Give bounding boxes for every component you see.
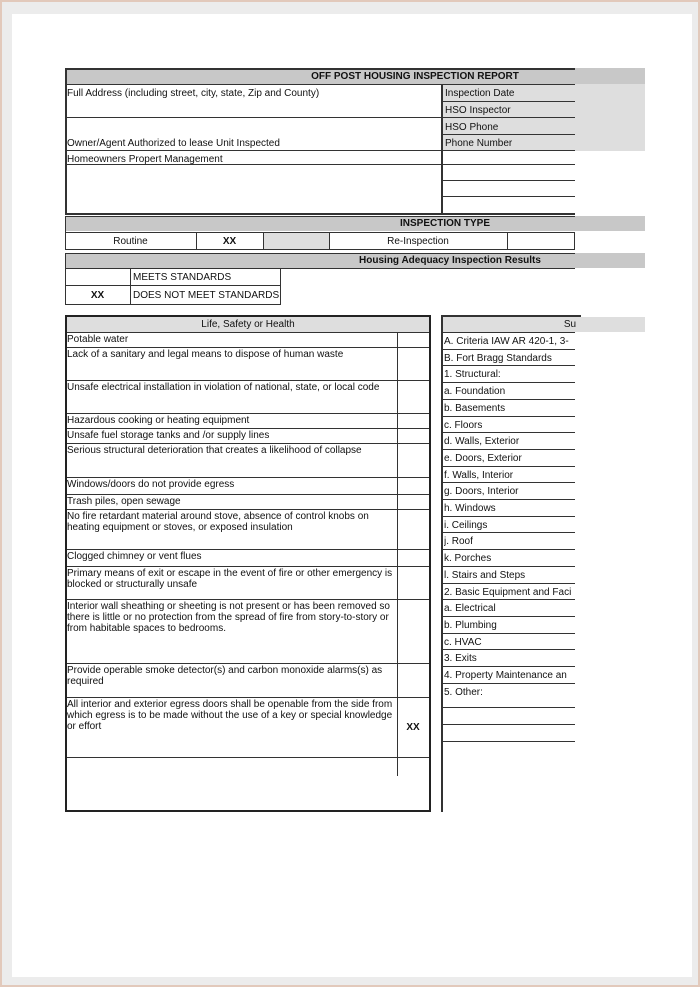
rule — [65, 232, 575, 233]
standards-item-text: d. Walls, Exterior — [444, 436, 520, 448]
standards-row — [443, 382, 575, 399]
life-safety-item-text: Clogged chimney or vent flues — [67, 551, 202, 562]
rule — [443, 180, 575, 181]
hso-phone-label: HSO Phone — [445, 122, 499, 133]
life-safety-row — [67, 413, 429, 428]
rule — [65, 150, 575, 151]
meets-standards-label: MEETS STANDARDS — [133, 272, 232, 283]
life-safety-item-text: Unsafe fuel storage tanks and /or supply lines — [67, 430, 270, 441]
standards-item-text: a. Foundation — [444, 386, 506, 398]
life-safety-row — [67, 443, 429, 477]
owner-value: Homeowners Propert Management — [67, 154, 223, 165]
hso-inspector-label: HSO Inspector — [445, 105, 511, 116]
rule — [397, 332, 398, 776]
life-safety-row — [67, 566, 429, 599]
rule — [507, 232, 508, 249]
standards-item-text: i. Ceilings — [444, 519, 488, 531]
life-safety-row — [67, 494, 429, 509]
rule — [65, 285, 280, 286]
inspection-date-label: Inspection Date — [445, 88, 515, 99]
life-safety-item-text: Serious structural deterioration that creates a likelihood of collapse — [67, 445, 362, 456]
does-not-meet-label: DOES NOT MEET STANDARDS — [133, 290, 280, 301]
standards-item-text: k. Porches — [444, 553, 492, 565]
rule — [65, 249, 575, 250]
standards-item-text: j. Roof — [444, 536, 473, 548]
results-header: Housing Adequacy Inspection Results — [359, 255, 541, 266]
rule — [443, 707, 575, 708]
standards-row — [443, 499, 575, 516]
standards-row — [443, 666, 575, 683]
phone-number-label: Phone Number — [445, 138, 513, 149]
standards-row — [443, 583, 575, 600]
rule — [130, 268, 131, 305]
life-safety-row — [67, 549, 429, 566]
standards-row — [443, 399, 575, 416]
life-safety-row — [67, 380, 429, 413]
inspection-report-sheet — [65, 68, 645, 812]
standards-row — [443, 516, 575, 533]
rule — [65, 253, 575, 254]
life-safety-row — [67, 332, 429, 347]
rule — [67, 757, 429, 758]
rule — [65, 117, 575, 118]
routine-mark: XX — [222, 236, 237, 247]
rule — [263, 232, 264, 249]
standards-item-text: e. Doors, Exterior — [444, 452, 522, 464]
standards-row — [443, 599, 575, 616]
standards-row — [443, 649, 575, 666]
standards-item-text: 3. Exits — [444, 653, 477, 665]
routine-label: Routine — [113, 236, 148, 247]
life-safety-item-text: Unsafe electrical installation in violation of national, state, or local code — [67, 382, 380, 393]
rule — [65, 213, 575, 215]
life-safety-header: Life, Safety or Health — [201, 319, 295, 330]
reinspection-label: Re-Inspection — [387, 236, 449, 247]
standards-item-text: c. Floors — [444, 419, 483, 431]
standards-item-text: b. Basements — [444, 402, 506, 414]
life-safety-item-text: All interior and exterior egress doors shall be openable from the side from which egress is to be made without the use of a key or special knowledge or effort — [67, 699, 393, 732]
life-safety-row — [67, 509, 429, 549]
rule — [574, 232, 575, 249]
rule — [65, 216, 575, 217]
rule — [65, 304, 280, 305]
standards-row — [443, 432, 575, 449]
does-not-meet-mark: XX — [90, 290, 105, 301]
report-title: OFF POST HOUSING INSPECTION REPORT — [311, 71, 519, 82]
standards-item-text: 1. Structural: — [444, 369, 501, 381]
standards-row — [443, 482, 575, 499]
standards-item-text: 5. Other: — [444, 686, 483, 698]
standards-row — [443, 416, 575, 433]
life-safety-item-text: Hazardous cooking or heating equipment — [67, 415, 250, 426]
standards-row — [443, 616, 575, 633]
rule — [443, 724, 575, 725]
standards-item-text: b. Plumbing — [444, 619, 497, 631]
life-safety-item-text: Interior wall sheathing or sheeting is not present or has been removed so there is little or no protection from the spread of fire from story-to-story or from habitable spaces to bedrooms. — [67, 601, 390, 634]
owner-label: Owner/Agent Authorized to lease Unit Inspected — [67, 138, 280, 149]
standards-row — [443, 466, 575, 483]
standards-item-text: f. Walls, Interior — [444, 469, 514, 481]
life-safety-row — [67, 599, 429, 663]
standards-row — [443, 365, 575, 382]
life-safety-row — [67, 663, 429, 697]
rule — [280, 268, 281, 305]
inspection-type-header: INSPECTION TYPE — [399, 218, 490, 229]
document-page — [12, 14, 692, 977]
standards-row — [443, 683, 575, 700]
life-safety-row — [67, 477, 429, 494]
rule — [443, 101, 575, 102]
standards-item-text: c. HVAC — [444, 636, 482, 648]
standards-item-text: h. Windows — [444, 503, 496, 514]
life-safety-item-text: Trash piles, open sewage — [67, 496, 181, 507]
standards-item-text: 2. Basic Equipment and Faci — [444, 586, 572, 598]
rule — [65, 68, 575, 70]
rule — [65, 268, 575, 269]
standards-item-text: 4. Property Maintenance an — [444, 670, 567, 681]
life-safety-item-text: Primary means of exit or escape in the event of fire or other emergency is blocked or structurally unsafe — [67, 568, 393, 590]
standards-row — [443, 449, 575, 466]
standards-header: Su — [563, 319, 577, 330]
rule — [443, 196, 575, 197]
standards-row — [443, 566, 575, 583]
standards-row — [443, 349, 575, 366]
standards-row — [443, 633, 575, 650]
standards-item-text: a. Electrical — [444, 603, 496, 615]
rule — [443, 134, 575, 135]
life-safety-row — [67, 697, 429, 757]
shaded-cell — [263, 232, 329, 249]
address-label: Full Address (including street, city, state, Zip and County) — [67, 88, 320, 99]
life-safety-item-mark: XX — [406, 722, 420, 733]
standards-row — [443, 549, 575, 566]
life-safety-item-text: Lack of a sanitary and legal means to dispose of human waste — [67, 349, 344, 360]
standards-item-text: A. Criteria IAW AR 420-1, 3- — [444, 336, 569, 347]
standards-item-text: B. Fort Bragg Standards — [444, 352, 552, 364]
standards-item-text: g. Doors, Interior — [444, 486, 519, 498]
rule — [65, 84, 575, 85]
life-safety-row — [67, 428, 429, 443]
standards-row — [443, 532, 575, 549]
standards-item-text: l. Stairs and Steps — [444, 569, 526, 581]
life-safety-item-text: Windows/doors do not provide egress — [67, 479, 235, 490]
life-safety-item-text: Provide operable smoke detector(s) and carbon monoxide alarms(s) as required — [67, 665, 383, 687]
life-safety-item-text: Potable water — [67, 334, 129, 345]
standards-row — [443, 332, 575, 349]
life-safety-item-text: No fire retardant material around stove, absence of control knobs on heating equipment or stoves, or exposed insulation — [67, 511, 369, 533]
life-safety-row — [67, 347, 429, 380]
rule — [443, 741, 575, 742]
rule — [441, 84, 443, 214]
